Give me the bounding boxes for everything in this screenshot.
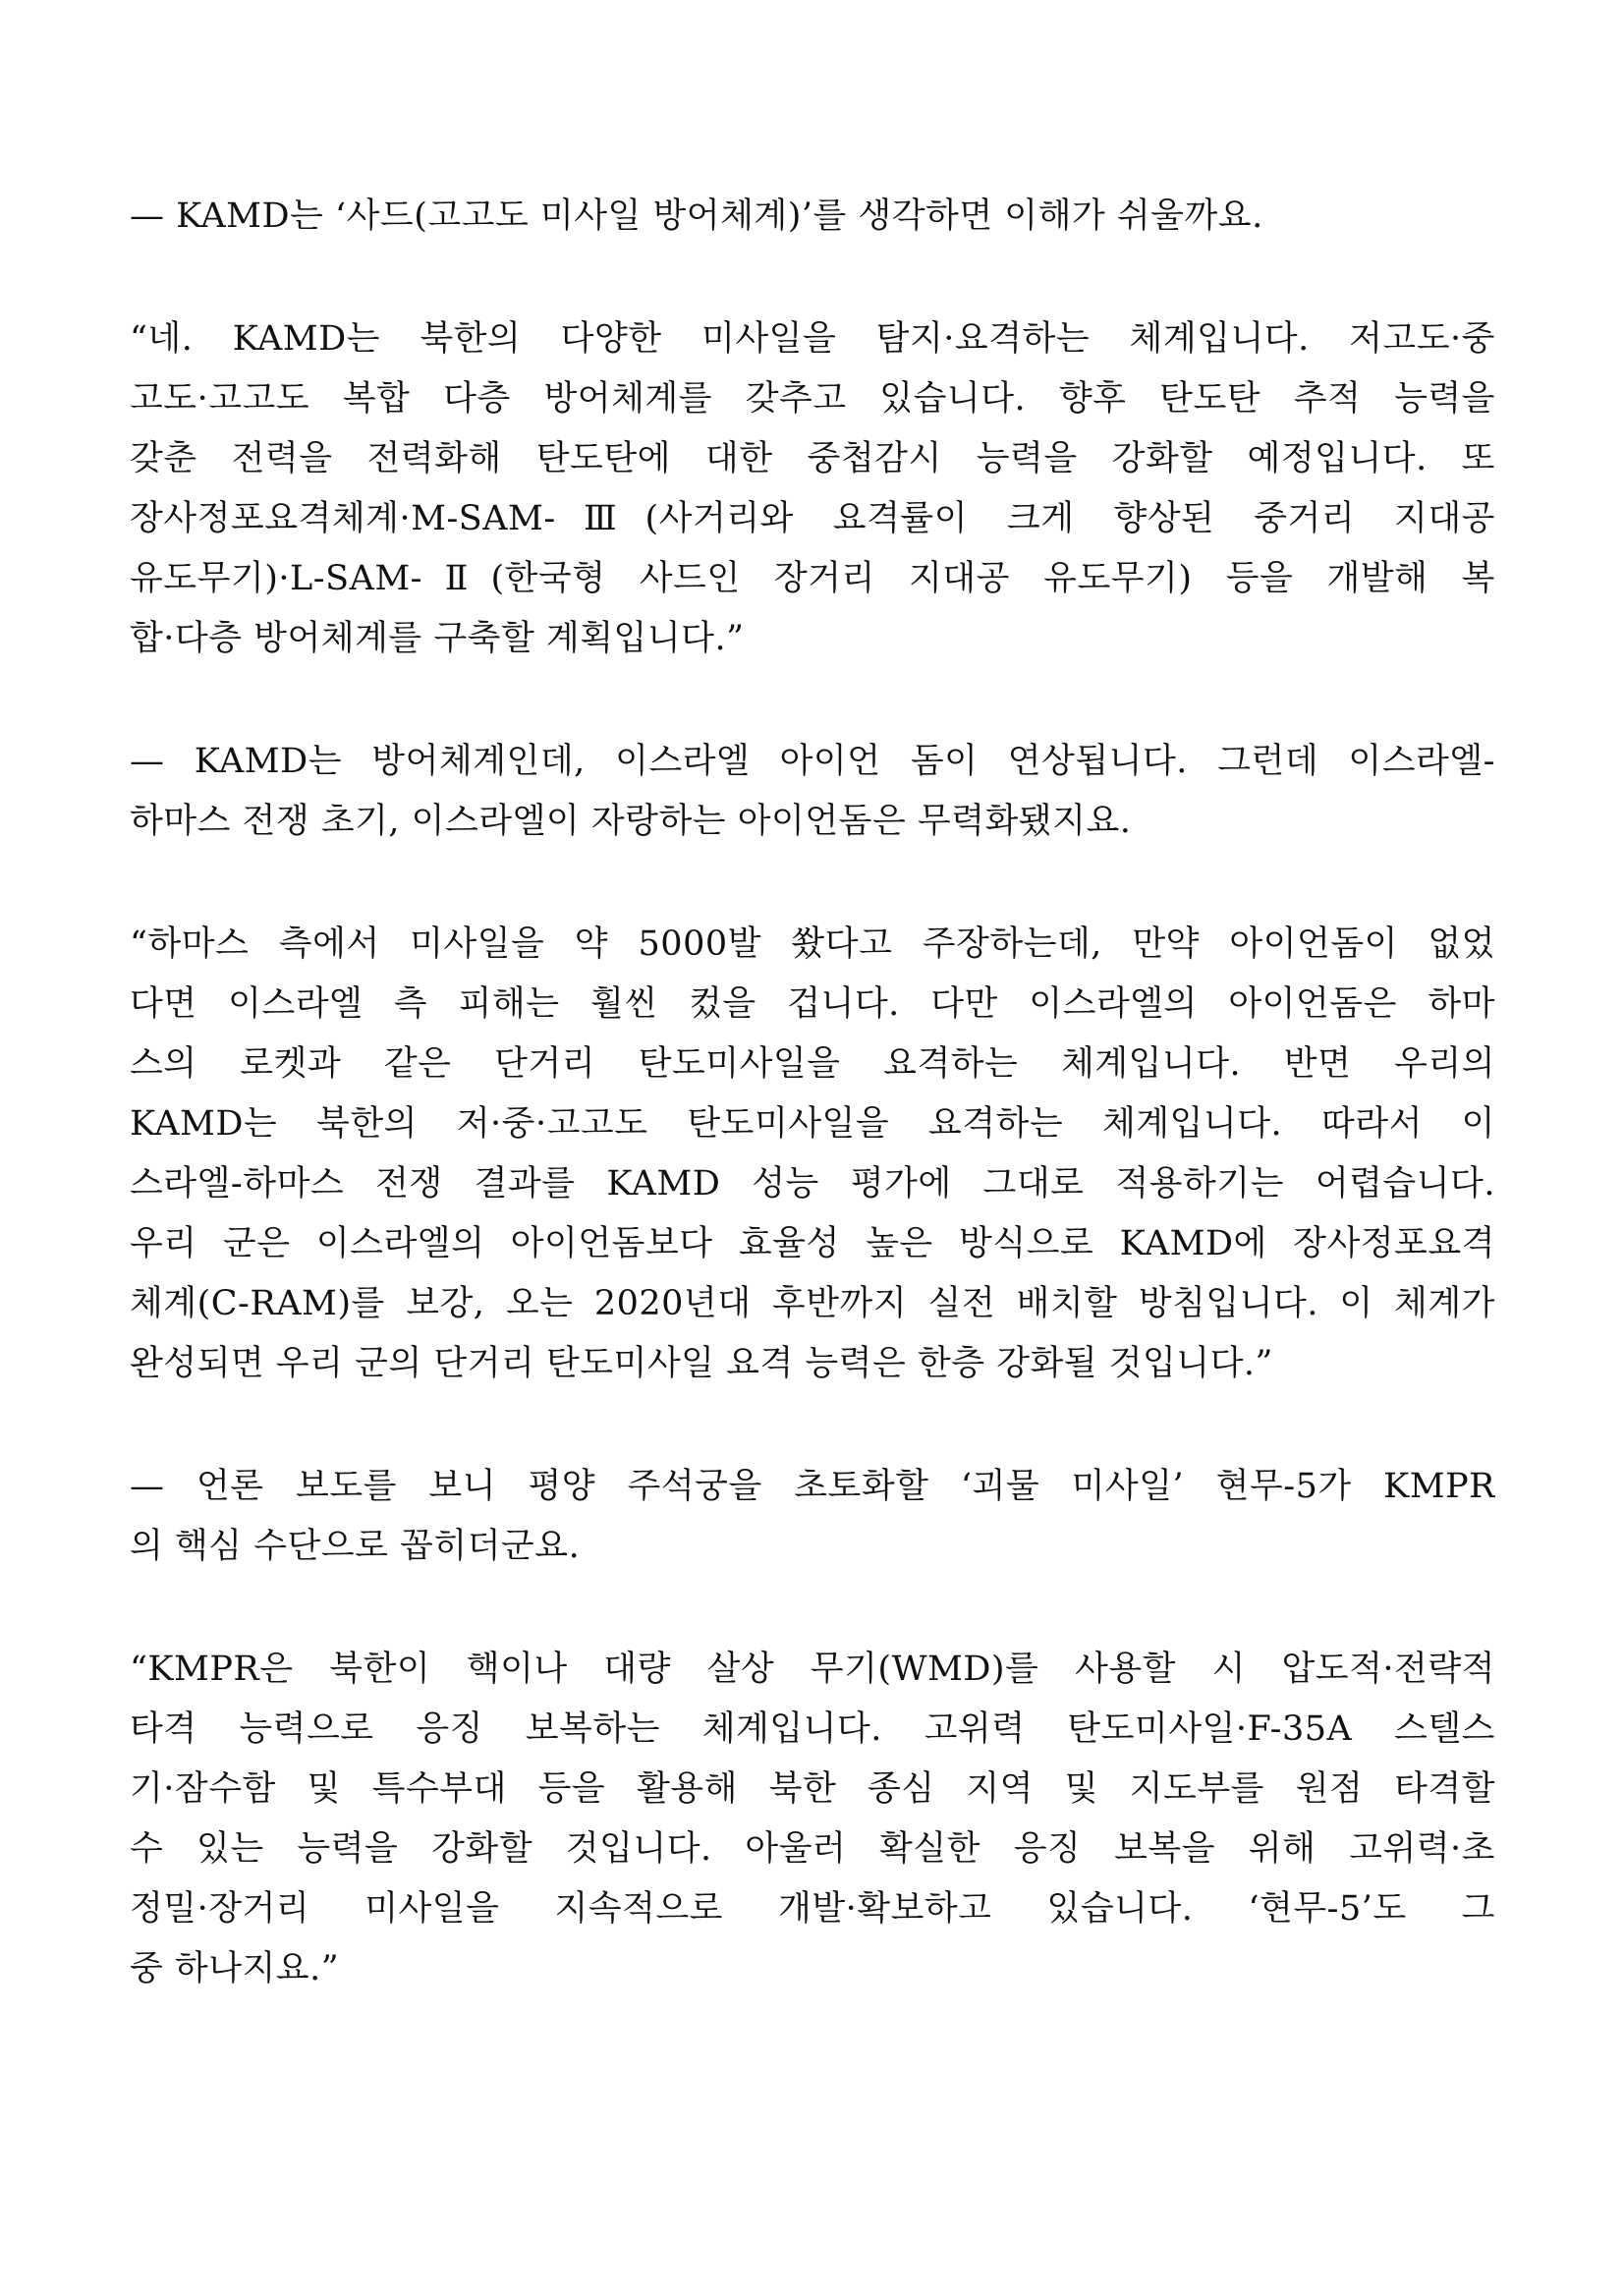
text-line: 고도·고고도 복합 다층 방어체계를 갖추고 있습니다. 향후 탄도탄 추적 능력을: [130, 379, 1495, 419]
text-line: — 언론 보도를 보니 평양 주석궁을 초토화할 ‘괴물 미사일’ 현무-5가 KMPR: [130, 1467, 1495, 1506]
text-line: 갖춘 전력을 전력화해 탄도탄에 대한 중첩감시 능력을 강화할 예정입니다. 또: [130, 439, 1495, 478]
text-line: “KMPR은 북한이 핵이나 대량 살상 무기(WMD)를 사용할 시 압도적·전략적: [130, 1650, 1495, 1689]
text-line: 완성되면 우리 군의 단거리 탄도미사일 요격 능력은 한층 강화될 것입니다.”: [130, 1344, 1273, 1383]
text-line: — KAMD는 방어체계인데, 이스라엘 아이언 돔이 연상됩니다. 그런데 이스라엘-: [130, 742, 1495, 781]
text-line: 기·잠수함 및 특수부대 등을 활용해 북한 종심 지역 및 지도부를 원점 타격할: [130, 1769, 1495, 1809]
question-paragraph-2: [130, 732, 1495, 852]
answer-paragraph-3: [130, 1640, 1495, 1999]
text-line: 하마스 전쟁 초기, 이스라엘이 자랑하는 아이언돔은 무력화됐지요.: [130, 802, 1132, 841]
text-line: 수 있는 능력을 강화할 것입니다. 아울러 확실한 응징 보복을 위해 고위력·초: [130, 1829, 1495, 1869]
text-line: 중 하나지요.”: [130, 1949, 340, 1988]
text-line: 체계(C-RAM)를 보강, 오는 2020년대 후반까지 실전 배치할 방침입니다. 이 체계가: [130, 1284, 1495, 1323]
text-line: 장사정포요격체계·M-SAM-Ⅲ(사거리와 요격률이 크게 향상된 중거리 지대공: [130, 499, 1495, 538]
text-line: KAMD는 북한의 저·중·고고도 탄도미사일을 요격하는 체계입니다. 따라서 이: [130, 1104, 1495, 1144]
question-paragraph-1: [130, 187, 1495, 247]
text-line: 우리 군은 이스라엘의 아이언돔보다 효율성 높은 방식으로 KAMD에 장사정포요격: [130, 1224, 1495, 1263]
text-line: 의 핵심 수단으로 꼽히더군요.: [130, 1527, 581, 1566]
text-line: “하마스 측에서 미사일을 약 5000발 쐈다고 주장하는데, 만약 아이언돔이 없었: [130, 924, 1495, 964]
text-line: 타격 능력으로 응징 보복하는 체계입니다. 고위력 탄도미사일·F-35A 스텔스: [130, 1709, 1495, 1749]
text-line: 정밀·장거리 미사일을 지속적으로 개발·확보하고 있습니다. ‘현무-5’도 그: [130, 1889, 1495, 1929]
text-line: 스라엘-하마스 전쟁 결과를 KAMD 성능 평가에 그대로 적용하기는 어렵습니다.: [130, 1164, 1495, 1203]
answer-paragraph-1: [130, 309, 1495, 669]
question-paragraph-3: [130, 1457, 1495, 1577]
answer-paragraph-2: [130, 915, 1495, 1394]
text-line: 합·다층 방어체계를 구축할 계획입니다.”: [130, 619, 745, 658]
text-line: 다면 이스라엘 측 피해는 훨씬 컸을 겁니다. 다만 이스라엘의 아이언돔은 하마: [130, 984, 1495, 1024]
text-line: 유도무기)·L-SAM-Ⅱ(한국형 사드인 장거리 지대공 유도무기) 등을 개발해 복: [130, 559, 1495, 598]
text-line: — KAMD는 ‘사드(고고도 미사일 방어체계)’를 생각하면 이해가 쉬울까요.: [130, 196, 1263, 236]
text-line: 스의 로켓과 같은 단거리 탄도미사일을 요격하는 체계입니다. 반면 우리의: [130, 1044, 1495, 1084]
document-body: [130, 187, 1495, 1999]
text-line: “네. KAMD는 북한의 다양한 미사일을 탐지·요격하는 체계입니다. 저고도·중: [130, 319, 1495, 359]
